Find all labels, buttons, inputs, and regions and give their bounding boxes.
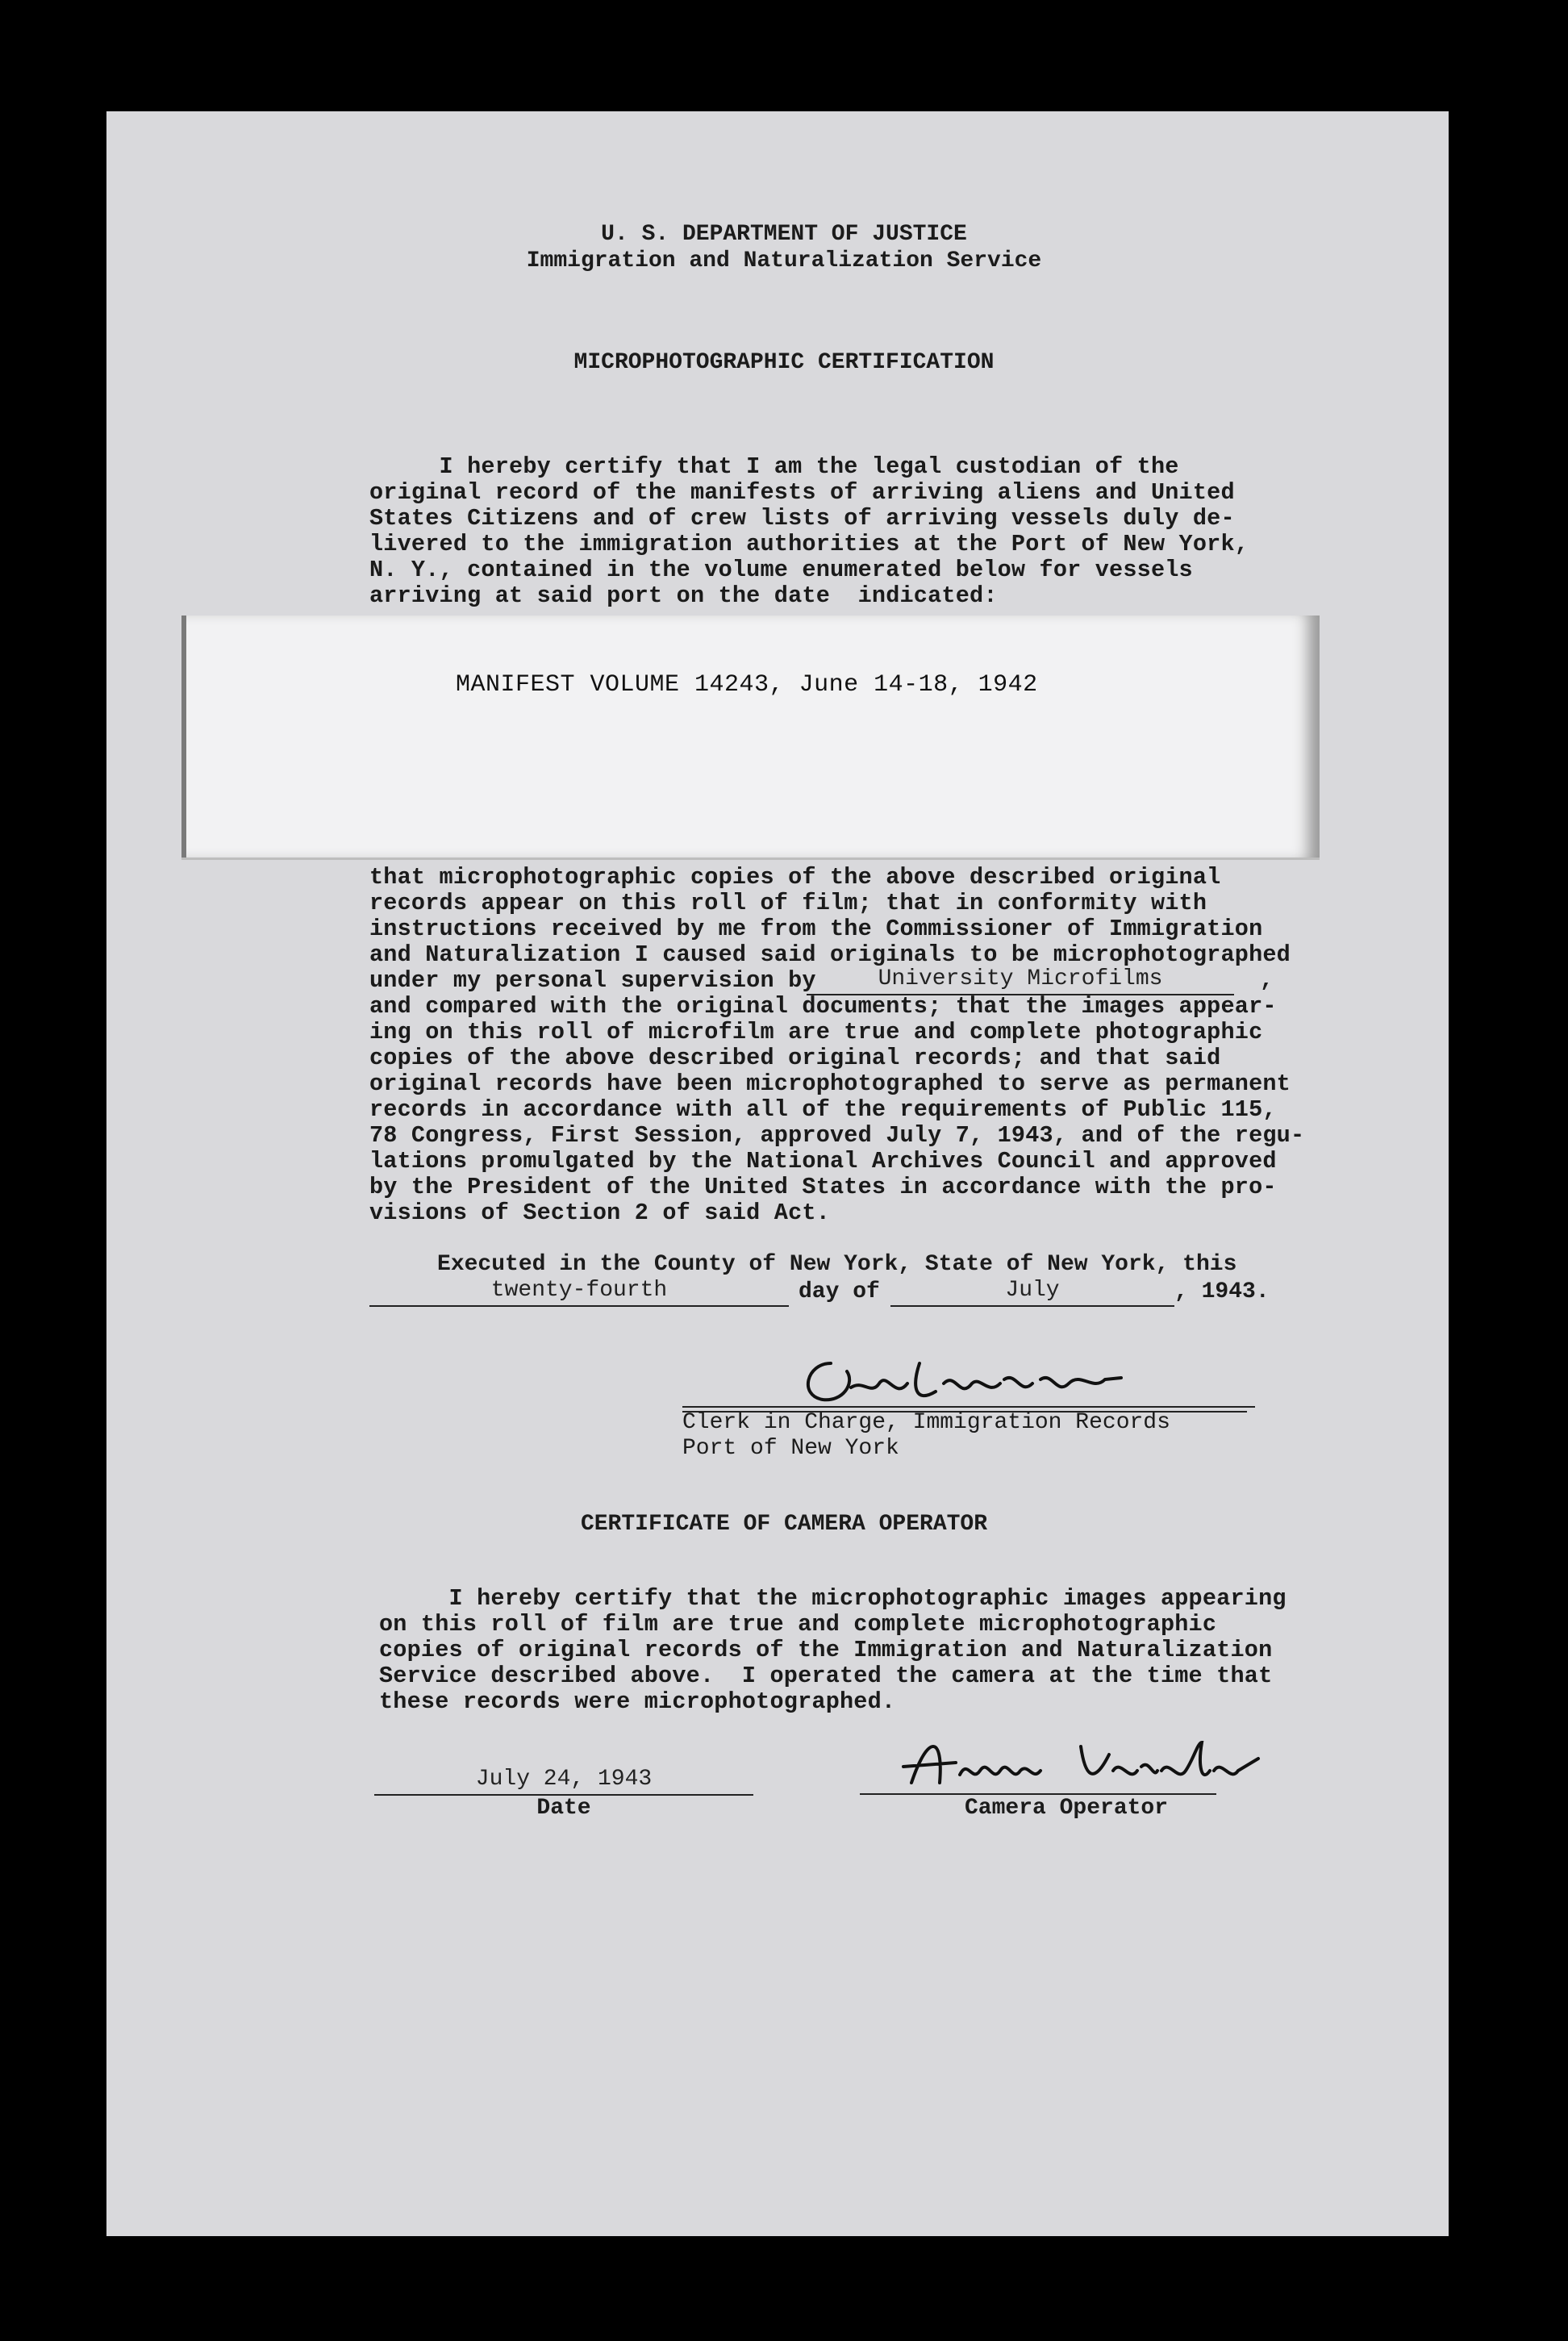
operator-label: Camera Operator	[965, 1796, 1169, 1821]
clerk-signature-line	[682, 1406, 1255, 1408]
date-field: July 24, 1943	[374, 1767, 753, 1796]
supervisor-comma: ,	[1260, 968, 1274, 993]
clerk-place: Port of New York	[682, 1436, 899, 1461]
month-field: July	[890, 1278, 1174, 1307]
clerk-signature	[774, 1339, 1258, 1420]
body-line: 78 Congress, First Session, approved July 7, 1943, and of the regu-	[369, 1122, 1305, 1149]
clerk-title: Clerk in Charge, Immigration Records	[682, 1410, 1170, 1435]
intro-line: livered to the immigration authorities at the Port of New York,	[369, 531, 1249, 557]
operator-signature	[879, 1726, 1299, 1799]
body-line: and Naturalization I caused said originals to be microphotographed	[369, 941, 1291, 968]
intro-line: arriving at said port on the date indicated:	[369, 582, 998, 609]
intro-line: original record of the manifests of arriving aliens and United	[369, 479, 1235, 506]
body-line: copies of the above described original records; and that said	[369, 1045, 1221, 1071]
body-paragraph	[369, 865, 1304, 1226]
body-line: that microphotographic copies of the above described original	[369, 864, 1221, 891]
operator-line: I hereby certify that the microphotographic images appearing	[379, 1585, 1287, 1612]
body-line: records appear on this roll of film; that in conformity with	[369, 890, 1207, 916]
body-line: records in accordance with all of the requirements of Public 115,	[369, 1096, 1277, 1123]
service-heading: Immigration and Naturalization Service	[526, 248, 1042, 273]
manifest-insert-strip	[181, 616, 1320, 858]
operator-line: these records were microphotographed.	[379, 1688, 896, 1715]
operator-line: copies of original records of the Immigration and Naturalization	[379, 1637, 1273, 1663]
supervisor-field: University Microfilms	[807, 966, 1234, 995]
manifest-volume-label: MANIFEST VOLUME 14243, June 14-18, 1942	[456, 671, 1038, 699]
body-line: and compared with the original documents; that the images appear-	[369, 993, 1277, 1020]
intro-line: I hereby certify that I am the legal custodian of the	[369, 453, 1179, 480]
day-of-label: day of	[799, 1279, 880, 1304]
year-label: , 1943.	[1174, 1279, 1270, 1304]
intro-paragraph	[369, 454, 1249, 609]
department-heading: U. S. DEPARTMENT OF JUSTICE	[601, 222, 967, 247]
body-line: visions of Section 2 of said Act.	[369, 1200, 830, 1226]
operator-line: Service described above. I operated the camera at the time that	[379, 1663, 1273, 1689]
intro-line: N. Y., contained in the volume enumerated below for vessels	[369, 557, 1193, 583]
operator-signature-line	[860, 1793, 1216, 1795]
operator-line: on this roll of film are true and complete microphotographic	[379, 1611, 1217, 1638]
date-label: Date	[536, 1796, 591, 1821]
body-line: ing on this roll of microfilm are true and complete photographic	[369, 1019, 1263, 1045]
body-line: lations promulgated by the National Archives Council and approved	[369, 1148, 1277, 1175]
body-line: by the President of the United States in accordance with the pro-	[369, 1174, 1277, 1200]
body-line: instructions received by me from the Commissioner of Immigration	[369, 916, 1263, 942]
operator-paragraph	[379, 1586, 1287, 1715]
executed-line: Executed in the County of New York, State of New York, this	[369, 1252, 1237, 1277]
body-line: under my personal supervision by	[369, 967, 816, 994]
body-line: original records have been microphotographed to serve as permanent	[369, 1070, 1291, 1097]
day-field: twenty-fourth	[369, 1278, 789, 1307]
operator-cert-title: CERTIFICATE OF CAMERA OPERATOR	[580, 1512, 988, 1537]
certification-title: MICROPHOTOGRAPHIC CERTIFICATION	[573, 350, 995, 375]
intro-line: States Citizens and of crew lists of arriving vessels duly de-	[369, 505, 1235, 532]
